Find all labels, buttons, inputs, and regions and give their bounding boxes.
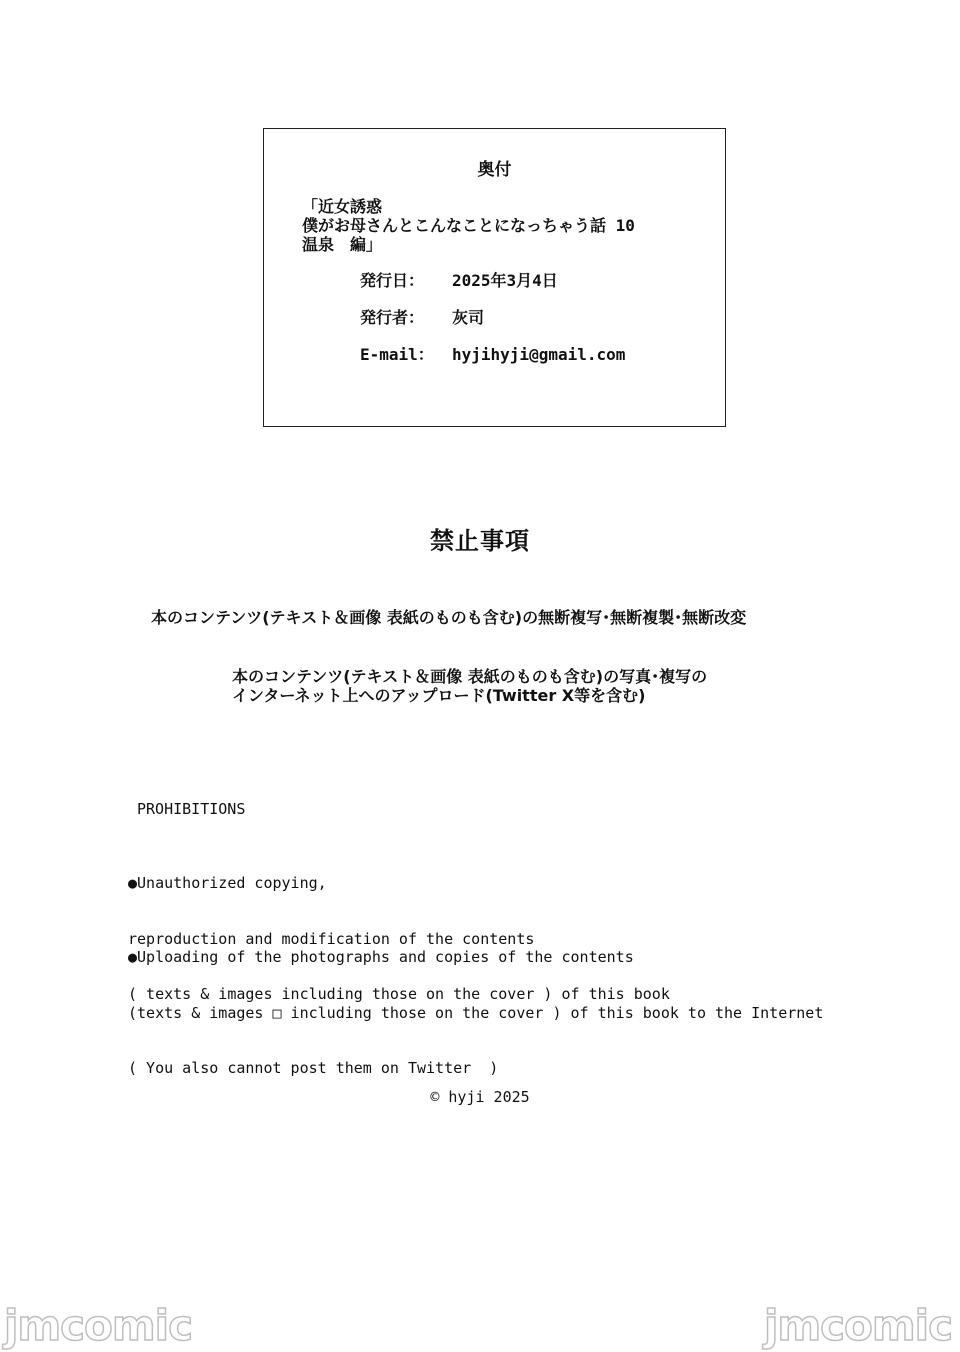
watermark-logo-right: jmcomic <box>764 1301 952 1350</box>
email-label: E-mail： <box>360 345 434 364</box>
email-value: hyjihyji@gmail.com <box>452 345 626 364</box>
prohibition-en-line: reproduction and modification of the contents <box>128 929 535 948</box>
watermark-logo-left: jmcomic <box>4 1301 192 1350</box>
colophon-heading: 奥付 <box>477 160 512 180</box>
prohibition-en-line: (texts & images □ including those on the cover ) of this book to the Internet <box>128 1003 824 1022</box>
prohibitions-en-heading: PROHIBITIONS <box>137 800 246 818</box>
prohibition-jp-2-line: 本のコンテンツ(テキスト＆画像 表紙のものも含む)の写真･複写の <box>232 667 708 686</box>
publish-date-label: 発行日： <box>360 271 425 290</box>
prohibition-jp-2 <box>232 667 707 705</box>
colophon-box <box>263 128 726 427</box>
prohibition-jp-1: 本のコンテンツ(テキスト＆画像 表紙のものも含む)の無断複写･無断複製･無断改変 <box>151 608 747 627</box>
prohibitions-heading: 禁止事項 <box>430 527 530 555</box>
prohibition-en-line: ●Unauthorized copying, <box>128 874 327 892</box>
prohibition-en-line: ●Uploading of the photographs and copies of the contents <box>128 948 634 966</box>
publisher-row <box>360 305 484 328</box>
publish-date-value: 2025年3月4日 <box>452 271 558 290</box>
prohibition-en-line: ( texts & images including those on the cover ) of this book <box>128 985 670 1003</box>
work-title-line: 温泉 編」 <box>302 235 383 254</box>
email-row <box>360 342 625 365</box>
work-title-line: 僕がお母さんとこんなことになっちゃう話 10 <box>302 216 635 235</box>
work-title-line: 「近女誘惑 <box>302 197 383 216</box>
publish-date-row <box>360 268 558 291</box>
publisher-value: 灰司 <box>452 308 485 327</box>
copyright-notice: © hyji 2025 <box>430 1088 530 1106</box>
prohibition-en-line: ( You also cannot post them on Twitter ) <box>128 1059 499 1077</box>
publisher-label: 発行者： <box>360 308 425 327</box>
prohibition-jp-2-line: インターネット上へのアップロード(Twitter X等を含む) <box>232 686 646 705</box>
work-title <box>302 197 635 254</box>
prohibition-en-item-2 <box>128 911 823 1096</box>
